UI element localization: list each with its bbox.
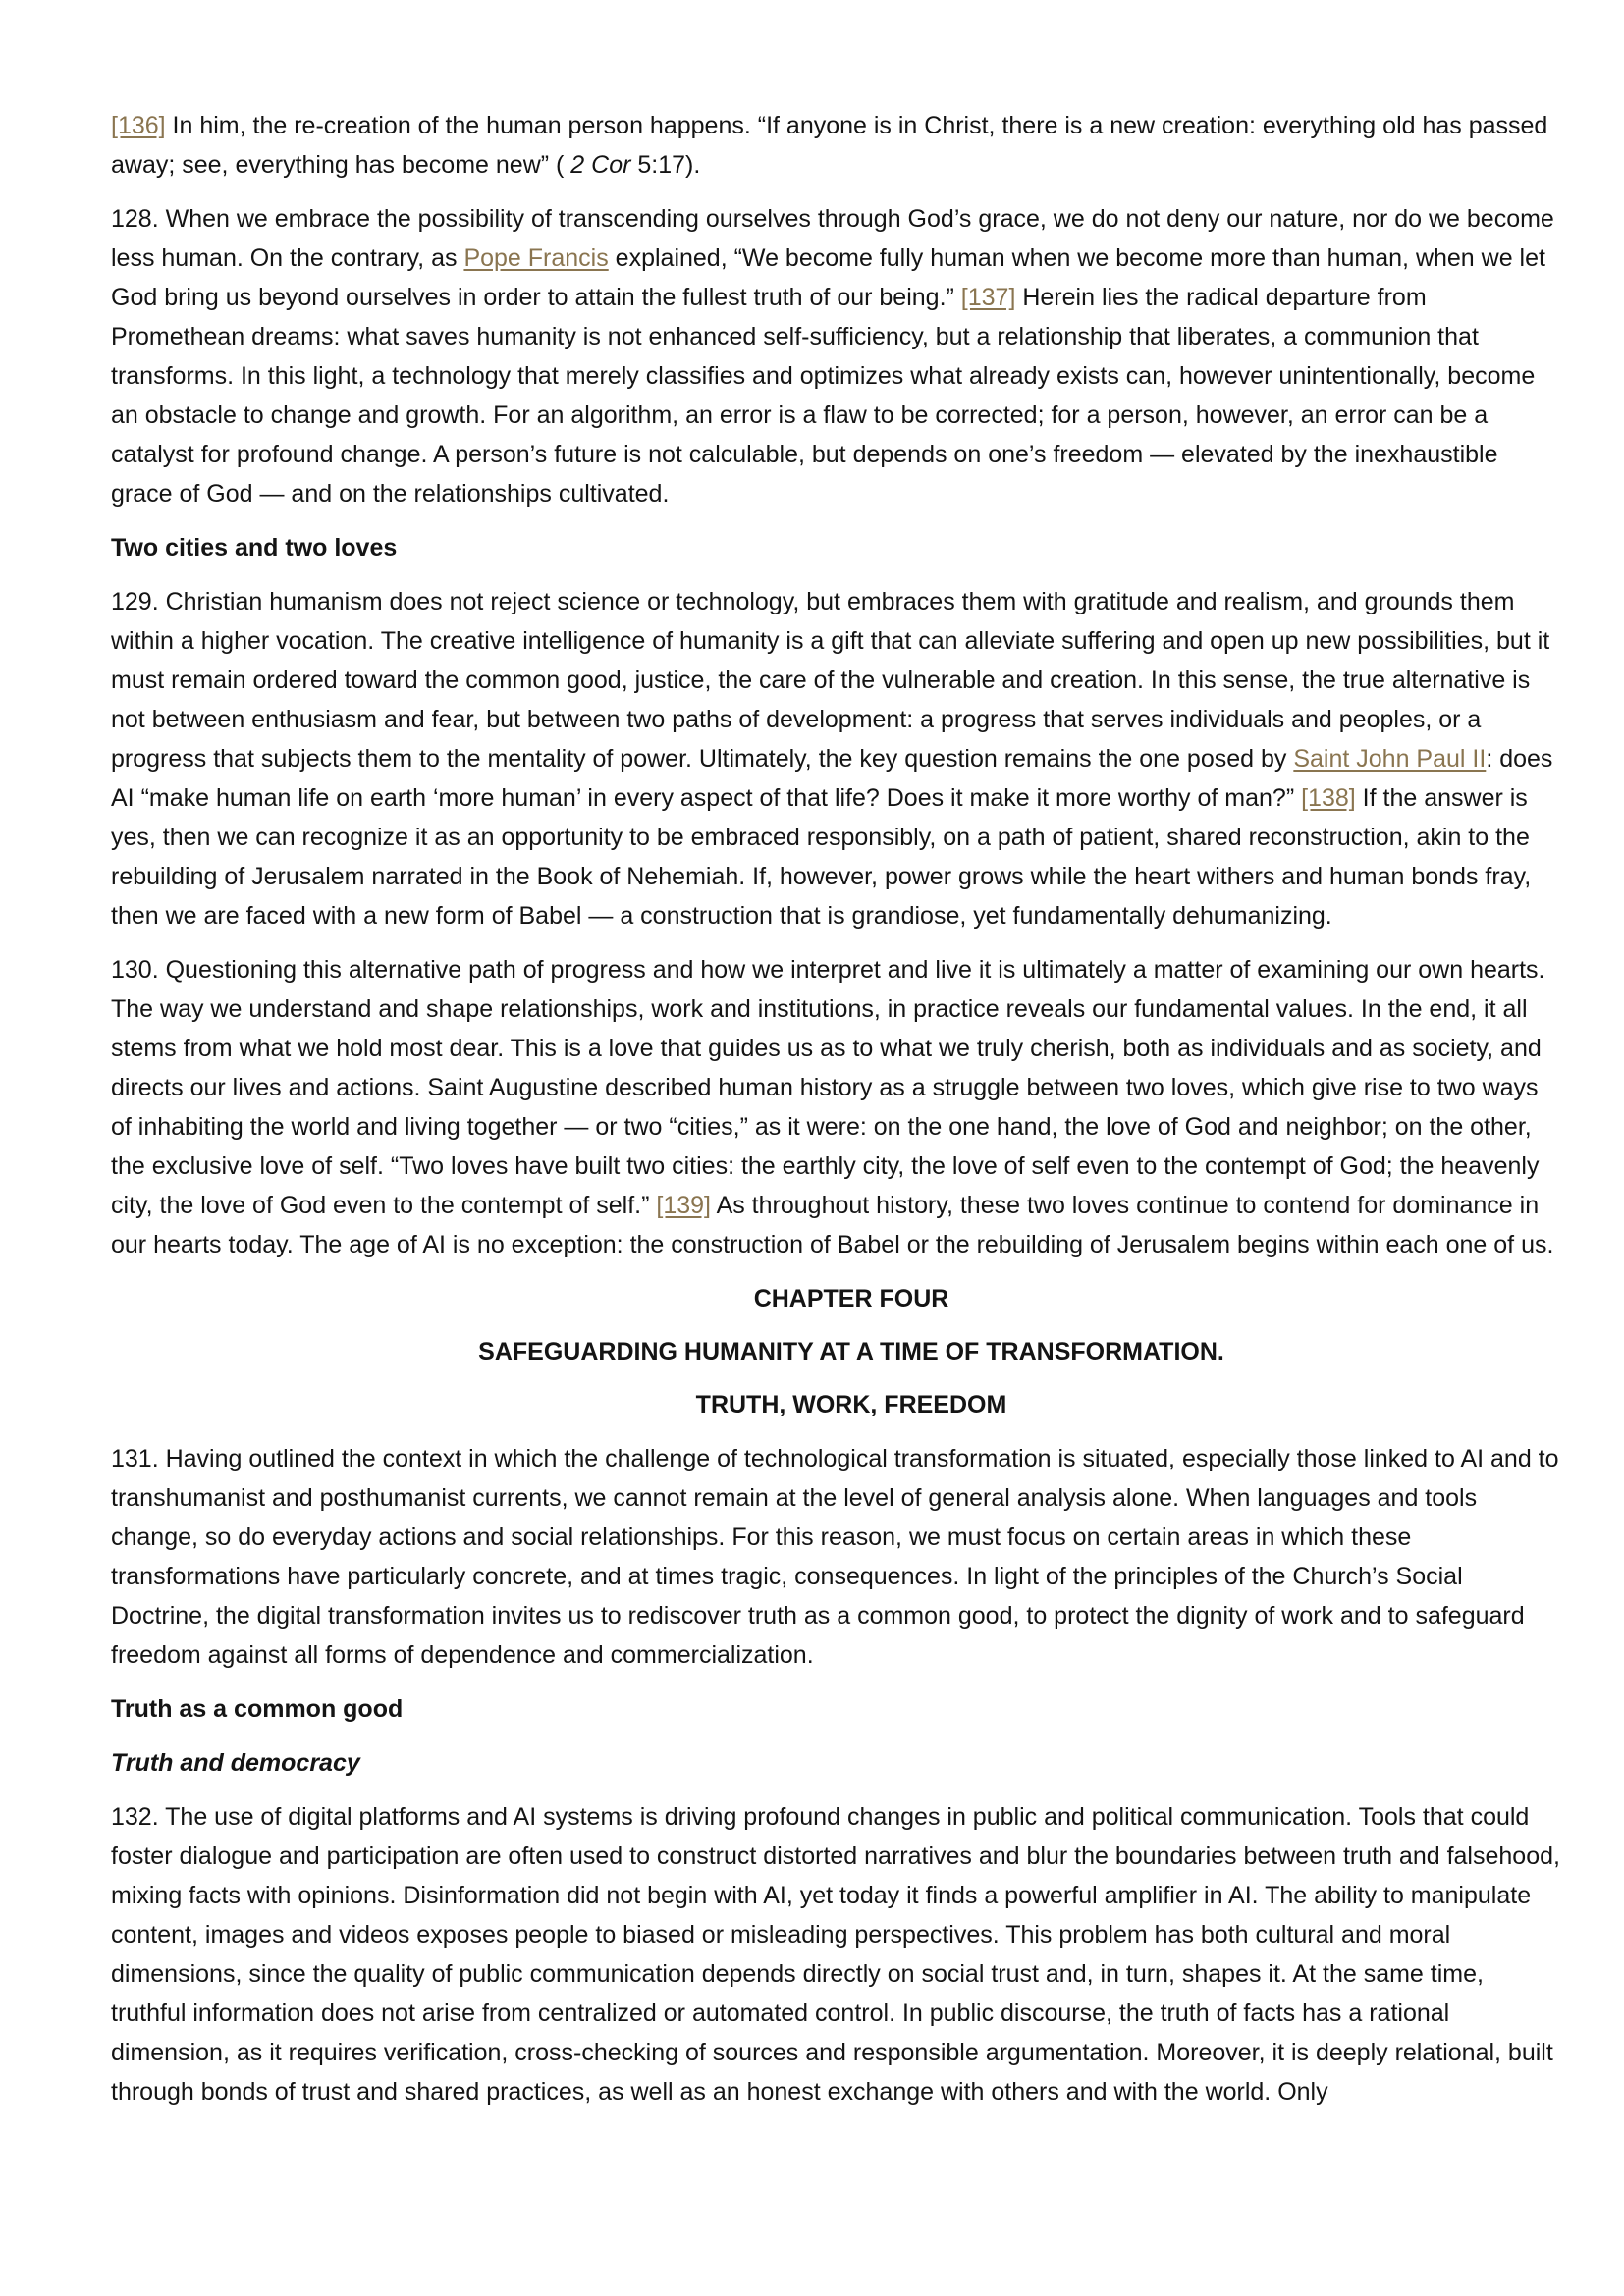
paragraph-130-text: 130. Questioning this alternative path of progress and how we interpret and live it is ultimately a matter of examining our own hearts. The way we understand and shape relationships, work and institutions, in practice reveals our fundamental values. In the end, it all stems from what we hold most dear. This is a love that guides us as to what we truly cherish, both as individuals and as society, and directs our lives and actions. Saint Augustine described human history as a struggle between two loves, which give rise to two ways of inhabiting the world and living together — or two “cities,” as it were: on the one hand, the love of God and neighbor; on the other, the exclusive love of self. “Two loves have built two cities: the earthly city, the love of self even to the contempt of God; the heavenly city, the love of God even to the contempt of self.” [111, 956, 1545, 1219]
paragraph-136-text: In him, the re-creation of the human person happens. “If anyone is in Christ, there is a new creation: everything old has passed away; see, everything has become new” ( [111, 112, 1548, 179]
paragraph-130 [111, 950, 1564, 1264]
footnote-link-136[interactable]: [136] [111, 112, 166, 139]
paragraph-128-text-end: Herein lies the radical departure from Promethean dreams: what saves humanity is not enhanced self-sufficiency, but a relationship that liberates, a communion that transforms. In this light, a technology that merely classifies and optimizes what already exists can, however unintentionally, become an obstacle to change and growth. For an algorithm, an error is a flaw to be corrected; for a person, however, an error can be a catalyst for profound change. A person’s future is not calculable, but depends on one’s freedom — elevated by the inexhaustible grace of God — and on the relationships cultivated. [111, 284, 1536, 507]
saint-john-paul-ii-link[interactable]: Saint John Paul II [1293, 745, 1487, 773]
document-page [111, 106, 1564, 2126]
paragraph-136 [111, 106, 1564, 185]
subsection-heading-democracy: Truth and democracy [111, 1749, 360, 1777]
paragraph-129-text-mid: : does AI “make human life on earth ‘more human’ in every aspect of that life? Does it make it more worthy of man?” [111, 745, 1553, 812]
section-heading-truth: Truth as a common good [111, 1695, 404, 1723]
paragraph-130-text-end: As throughout history, these two loves continue to contend for dominance in our hearts today. The age of AI is no exception: the construction of Babel or the rebuilding of Jerusalem begins within each one of us. [111, 1192, 1554, 1258]
paragraph-128 [111, 199, 1564, 513]
footnote-link-139[interactable]: [139] [656, 1192, 711, 1219]
paragraph-132: 132. The use of digital platforms and AI systems is driving profound changes in public and political communication. Tools that could foster dialogue and participation are often used to construct distorted narratives and blur the boundaries between truth and falsehood, mixing facts with opinions. Disinformation did not begin with AI, yet today it finds a powerful amplifier in AI. The ability to manipulate content, images and videos exposes people to biased or misleading perspectives. This problem has both cultural and moral dimensions, since the quality of public communication depends directly on social trust and, in turn, shapes it. At the same time, truthful information does not arise from centralized or automated control. In public discourse, the truth of facts has a rational dimension, as it requires verification, cross-checking of sources and responsible argumentation. Moreover, it is deeply relational, built through bonds of trust and shared practices, as well as an honest exchange with others and with the world. Only [111, 1803, 1560, 2106]
chapter-title: SAFEGUARDING HUMANITY AT A TIME OF TRANSFORMATION. [478, 1338, 1224, 1365]
paragraph-136-text-end: 5:17). [630, 151, 701, 179]
paragraph-128-text: 128. When we embrace the possibility of transcending ourselves through God’s grace, we do not deny our nature, nor do we become less human. On the contrary, as [111, 205, 1554, 272]
footnote-link-138[interactable]: [138] [1301, 784, 1356, 812]
chapter-number: CHAPTER FOUR [753, 1285, 949, 1312]
paragraph-129-text-end: If the answer is yes, then we can recognize it as an opportunity to be embraced responsibly, on a path of patient, shared reconstruction, akin to the rebuilding of Jerusalem narrated in the Book of Nehemiah. If, however, power grows while the heart withers and human bonds fray, then we are faced with a new form of Babel — a construction that is grandiose, yet fundamentally dehumanizing. [111, 784, 1532, 930]
chapter-subtitle: TRUTH, WORK, FREEDOM [695, 1391, 1007, 1418]
paragraph-129 [111, 582, 1564, 935]
footnote-link-137[interactable]: [137] [960, 284, 1016, 311]
paragraph-131: 131. Having outlined the context in which the challenge of technological transformation is situated, especially those linked to AI and to transhumanist and posthumanist currents, we cannot remain at the level of general analysis alone. When languages and tools change, so do everyday actions and social relationships. For this reason, we must focus on certain areas in which these transformations have particularly concrete, and at times tragic, consequences. In light of the principles of the Church’s Social Doctrine, the digital transformation invites us to rediscover truth as a common good, to protect the dignity of work and to safeguard freedom against all forms of dependence and commercialization. [111, 1445, 1559, 1669]
citation-2-cor: 2 Cor [570, 151, 631, 179]
section-heading-two-cities: Two cities and two loves [111, 534, 398, 561]
paragraph-129-text: 129. Christian humanism does not reject science or technology, but embraces them with gratitude and realism, and grounds them within a higher vocation. The creative intelligence of humanity is a gift that can alleviate suffering and open up new possibilities, but it must remain ordered toward the common good, justice, the care of the vulnerable and creation. In this sense, the true alternative is not between enthusiasm and fear, but between two paths of development: a progress that serves individuals and peoples, or a progress that subjects them to the mentality of power. Ultimately, the key question remains the one posed by [111, 588, 1550, 773]
paragraph-128-text-mid: explained, “We become fully human when we become more than human, when we let God bring us beyond ourselves in order to attain the fullest truth of our being.” [111, 244, 1545, 311]
pope-francis-link[interactable]: Pope Francis [463, 244, 609, 272]
